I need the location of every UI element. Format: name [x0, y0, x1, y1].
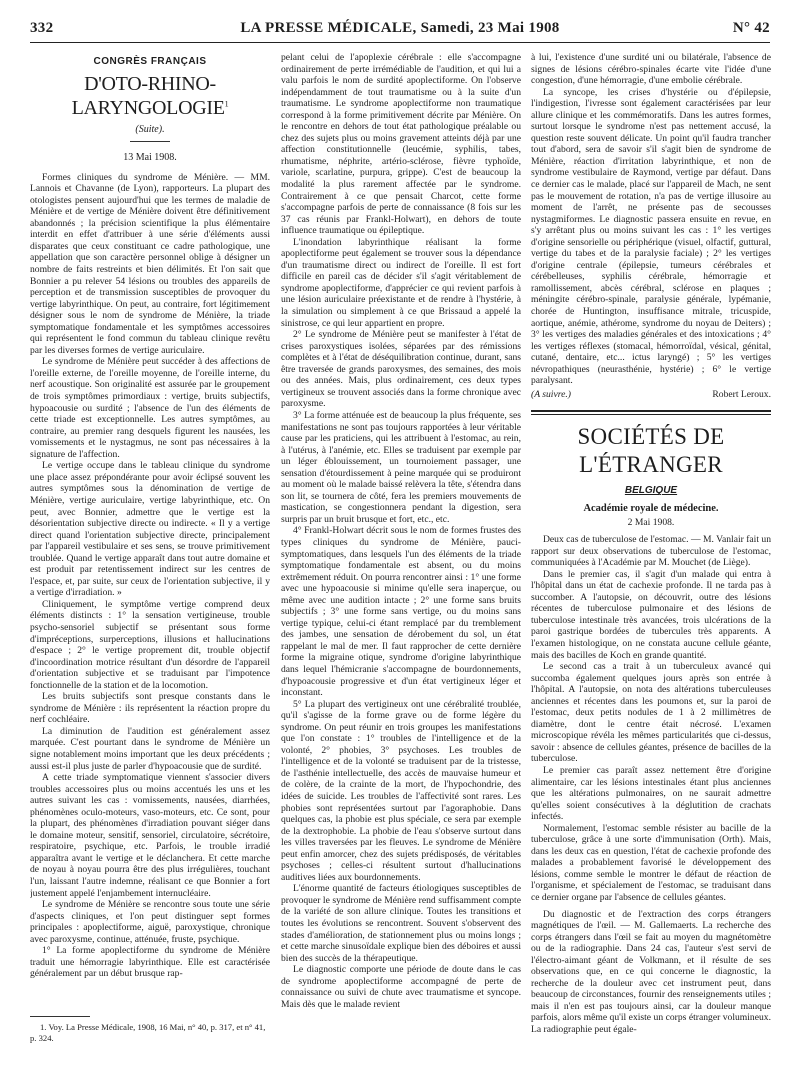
section-rule-thin	[531, 414, 771, 415]
congress-title-text: D'OTO-RHINO-LARYNGOLOGIE	[71, 72, 225, 119]
paragraph: Le syndrome de Ménière se rencontre sous toute une série d'aspects cliniques, et l'on peut distinguer sept formes principales : apoplectiforme, aiguë, paroxystique, chronique avec paroxysme, continue, atténuée, fruste, psychique.	[30, 899, 270, 945]
paragraph: 3° La forme atténuée est de beaucoup la plus fréquente, ses manifestations ne sont pas toujours rapportées à leur véritable cause par les praticiens, qui les attribuent à l'estomac, au rein, à l'utérus, à l'anémie, etc. Elles se traduisent par exemple par un léger éblouissement, un tournoiement passager, une sensation d'étourdissement à peine marquée qui se produiront au moment où le malade baissé relèvera la tête, s'étendra dans son lit, se tournera de côté, fera les premiers mouvements de mastication, se congestionnera pendant la digestion, sera surpris par un bruit brusque et fort, etc., etc.	[281, 409, 521, 525]
paragraph: Normalement, l'estomac semble résister au bacille de la tuberculose, grâce à une sorte d'immunisation (Orth). Mais, dans les deux cas en question, l'état de cachexie profonde des malades a probablement favorisé le développement des lésions, comme semble le montrer le défaut de réaction de l'organisme, et spécialement de l'estomac, se traduisant dans ce dernier organe par l'absence de cellules géantes.	[531, 822, 771, 903]
page-number: 332	[30, 20, 54, 36]
country-heading: BELGIQUE	[624, 485, 678, 497]
paragraph: 4° Frankl-Holwart décrit sous le nom de formes frustes des types cliniques du syndrome de Ménière, pauci-symptomatiques, dans lesquels l'un des éléments de la triade symptomatique fondamentale est absent, ou du moins extrêmement réduit. On pourra rencontrer ainsi : 1° une forme avec une hypoacousie si minime qu'elle sera inaperçue, ou même avec une audition intacte ; 2° une forme sans bruits subjectifs ; 3° une forme sans vertige, ou du moins sans vertige typique, celui-ci étant remplacé par du tremblement des jambes, une sensation de dérobement du sol, un état rappelant le mal de mer. Il faut rapprocher de cette dernière forme la migraine otique, syndrome d'origine labyrinthique dans lequel l'hémicranie s'accompagne de bourdonnements, d'hypoacousie progressive et d'un état vertigineux léger et inconstant.	[281, 525, 521, 699]
footnote-marker: 1	[224, 98, 229, 108]
paragraph: Le premier cas paraît assez nettement être d'origine alimentaire, car les lésions intestinales étant plus anciennes que les altérations pulmonaires, on ne saurait admettre qu'elles soient consécutives à la déglutition de crachats infectés.	[531, 764, 771, 823]
section-rule-heavy	[531, 410, 771, 412]
paragraph: La diminution de l'audition est généralement assez marquée. C'est pourtant dans le syndrome de Ménière un signe notablement moins important que les deux précédents ; aussi est-il plus juste de parler d'hypoacousie que de surdité.	[30, 725, 270, 772]
congress-label: CONGRÈS FRANÇAIS	[93, 56, 207, 67]
paragraph: 1° La forme apoplectiforme du syndrome de Ménière traduit une hémorragie labyrinthique. Elle est caractérisée généralement par un début brusque rap-	[30, 945, 270, 980]
column-1	[30, 52, 270, 1070]
academy-heading: Académie royale de médecine.	[583, 502, 719, 514]
header-rule	[30, 42, 770, 43]
paragraph: pelant celui de l'apoplexie cérébrale : elle s'accompagne ordinairement de perte irrémédiable de l'audition, et qui lui a valu parfois le nom de surdité apoplectiforme. On l'observe indépendamment de tout traumatisme ou à la suite d'un traumatisme. Le syndrome apoplectiforme non traumatique correspond à la forme primitivement décrite par Ménière. On le rencontre en dehors de tout état pathologique préalable ou chez des sujets plus ou moins gravement atteints déjà par une affection constitutionnelle (leucémie, syphilis, tabes, rhumatisme, néphrite, artério-sclérose, fièvre typhoïde, variole, scarlatine, purpura, grippe). C'est de beaucoup la modalité la plus rarement affectée par le syndrome. Contrairement à ce que pensait Charcot, cette forme s'accompagne parfois de perte de connaissance (8 fois sur les 37 cas réunis par Frankl-Holwart), en dehors de toute influence traumatique ou épileptique.	[281, 52, 521, 237]
footnote-rule	[30, 1016, 90, 1017]
paragraph: Le diagnostic comporte une période de doute dans le cas de syndrome apoplectiforme accompagné de perte de connaissance ou suivi de chute avec traumatisme et syncope. Mais dès que le malade revient	[281, 964, 521, 1010]
paragraph: Deux cas de tuberculose de l'estomac. — M. Vanlair fait un rapport sur deux observations de tuberculose de l'estomac, communiquées à l'Académie par M. Mouchet (de Liège).	[531, 534, 771, 569]
paragraph: à lui, l'existence d'une surdité uni ou bilatérale, l'absence de signes de lésions cérébro-spinales écarte vite l'idée d'une congestion, d'une hémorragie, d'une embolie cérébrale.	[531, 52, 771, 87]
paragraph: 5° La plupart des vertigineux ont une cérébralité troublée, qu'il s'agisse de la forme grave ou de forme légère du syndrome. On peut réunir en trois groupes les manifestations que l'on constate : 1° troubles de l'intelligence et de la volonté, 2° phobies, 3° psychoses. Les troubles de l'intelligence et de la volonté se traduisent par de la tristesse, de l'asthénie intellectuelle, des accès de mauvaise humeur et de colère, de la crainte de la mort, de l'hypochondrie, des idées de suicide. Les troubles de l'affectivité sont rares. Les phobies sont représentées surtout par l'agoraphobie. Dans quelques cas, la phobie est plus spéciale, ce sera par exemple de la dextrophobie. La phobie de l'eau s'observe surtout dans les villes traversées par les fleuves. Le syndrome de Ménière peut enfin amorcer, chez des sujets prédisposés, de véritables psychoses ; celles-ci résultent surtout d'hallucinations auditives liées aux bourdonnements.	[281, 698, 521, 883]
column-3	[531, 52, 771, 1070]
paragraph: 2° Le syndrome de Ménière peut se manifester à l'état de crises paroxystiques isolées, séparées par des rémissions complètes et à l'état de déséquilibration continue, durant, sans être traversée de grands paroxysmes, des semaines, des mois ou des années. Mais, plus ordinairement, ces deux types vertigineux se trouvent associés dans la forme chronique avec paroxysme.	[281, 329, 521, 410]
short-rule	[130, 141, 170, 142]
column-2	[281, 52, 521, 1070]
signature-line	[531, 389, 771, 401]
page-header	[30, 18, 770, 44]
journal-title: LA PRESSE MÉDICALE, Samedi, 23 Mai 1908	[240, 20, 560, 36]
paragraph: A cette triade symptomatique viennent s'associer divers troubles accessoires plus ou moins accentués les uns et les autres suivant les cas : vomissements, nausées, diarrhées, phénomènes oculo-moteurs, vaso-moteurs, etc. Ce sont, pour la plupart, des phénomènes d'irradiation pouvant siéger dans le domaine moteur, sensitif, sensoriel, circulatoire, sécrétoire, respiratoire, psychique, etc. Parfois, le trouble irradié apparaîtra avant le vertige et le déclanchera. Et cette marche de noyau à noyau pourra être des plus irrégulières, touchant l'un, laissant l'autre indemne, réalisant ce que Bonnier a fort justement appelé l'enjambement internucléaire.	[30, 772, 270, 899]
paragraph: Formes cliniques du syndrome de Ménière. — MM. Lannois et Chavanne (de Lyon), rapporteurs. La plupart des otologistes pensent aujourd'hui que les termes de maladie de Ménière et de vertige de Ménière doivent être définitivement abandonnés ; la précision scientifique la plus élémentaire interdit en effet d'attribuer à une série d'éléments aussi disparates que ceux constituant ce cadre pathologique, une appellation que son caractère personnel oblige à désigner un nombre de faits restreints et bien délimités. Et l'on sait que Bonnier a pu relever 54 lésions ou troubles des appareils de perception et de transmission susceptibles de provoquer du vertige labyrinthique. On peut, au contraire, fort légitimement désigner sous le nom de syndrome de Ménière, la triade symptomatique fondamentale et les symptômes accessoires qui représentent le fond commun du tableau clinique revêtu par les diverses formes de vertige auriculaire.	[30, 171, 270, 356]
suite-label: (Suite).	[135, 123, 165, 135]
congress-title	[30, 72, 270, 120]
paragraph: Les bruits subjectifs sont presque constants dans le syndrome de Ménière : ils représentent la réaction propre du nerf cochléaire.	[30, 691, 270, 726]
author-signature: Robert Leroux.	[712, 388, 771, 400]
paragraph: Le second cas a trait à un tuberculeux avancé qui succomba également quelques jours après son entrée à l'hôpital. A l'autopsie, on nota des altérations tuberculeuses anciennes et récentes dans les poumons et, sur la paroi de l'estomac, deux petits nodules de 1 à 2 millimètres de diamètre, dont le centre était nécrosé. L'examen microscopique révéla les mêmes particularités que ci-dessus, savoir : absence de cellules géantes, présence de bacilles de la tuberculose.	[531, 661, 771, 765]
paragraph: Du diagnostic et de l'extraction des corps étrangers magnétiques de l'œil. — M. Gallemaerts. La recherche des corps étrangers dans l'œil se fait au moyen du magnétomètre ou de la radiographie. Dans 24 cas, l'auteur s'est servi de l'électro-aimant géant de Volkmann, et il résulte de ses observations que, en ce qui concerne le diagnostic, la recherche de la douleur avec cet instrument peut, dans beaucoup de circonstances, fournir des renseignements utiles ; mais il n'en est pas toujours ainsi, car la douleur manque parfois, alors même qu'il existe un corps étranger volumineux. La radiographie peut égale-	[531, 908, 771, 1036]
paragraph: Le vertige occupe dans le tableau clinique du syndrome une place assez prépondérante pour avoir éclipsé souvent les autres symptômes sous la dénomination de vertige de Ménière, vertige auriculaire, vertige labyrinthique, etc. On peut, avec Bonnier, admettre que le vertige est la désorientation subjective directe ou indirecte. « Il y a vertige direct quand l'orientation subjective directe, principalement par l'appareil vestibulaire et ses sens, se trouve primitivement troublée. Quand le vertige apparaît dans tout autre domaine et est produit par retentissement indirect sur les centres de l'espace, et, par suite, sur ceux de l'orientation subjective, il y a vertige d'irradiation. »	[30, 460, 270, 599]
paragraph: Dans le premier cas, il s'agit d'un malade qui entra à l'hôpital dans un état de cachexie profonde. Il ne tarda pas à succomber. A l'autopsie, on découvrit, outre des lésions récentes de tuberculose pulmonaire et des lésions de tuberculose intestinale très avancées, trois ulcérations de la paroi gastrique bordées de tubercules très apparents. A l'examen histologique, on ne constata aucune cellule géante, mais des bacilles de Koch en grande quantité.	[531, 568, 771, 661]
paragraph: L'inondation labyrinthique réalisant la forme apoplectiforme peut également se trouver sous la dépendance d'un traumatisme direct ou indirect de l'oreille. Il est fort difficile en pareil cas de décider s'il s'agit véritablement de syndrome apoplectiforme, d'apprécier ce qui revient parfois à une lésion auriculaire préexistante et de rendre à l'hystérie, à la simulation ou simplement à ce que Brissaud a appelé la sinistrose, ce qui leur appartient en propre.	[281, 236, 521, 329]
a-suivre: (A suivre.)	[531, 388, 571, 400]
section-title: SOCIÉTÉS DE L'ÉTRANGER	[577, 424, 725, 478]
session-date: 13 Mai 1908.	[123, 152, 177, 164]
paragraph: L'énorme quantité de facteurs étiologiques susceptibles de provoquer le syndrome de Ménière rend suffisamment compte de la variété de son allure clinique. Toutes les transitions et toutes les évolutions se rencontrent. Souvent s'observent des stades d'amélioration, de stationnement plus ou moins longs ; et cette marche sinusoïdale explique bien des déboires et aussi bien des succès de la thérapeutique.	[281, 883, 521, 964]
paragraph: Le syndrome de Ménière peut succéder à des affections de l'oreille externe, de l'oreille moyenne, de l'oreille interne, du nerf acoustique. Son originalité est assurée par le groupement de trois symptômes primordiaux : vertige, bruits subjectifs, hypoacousie ou surdité ; l'absence de l'un des éléments de cette triade est exceptionnelle. Les autres symptômes, au contraire, au premier rang desquels figurent les nausées, les vomissements et le nystagmus, ne sont pas nécessaires à la signature de l'affection.	[30, 356, 270, 460]
issue-number: N° 42	[732, 20, 770, 36]
paragraph: La syncope, les crises d'hystérie ou d'épilepsie, l'indigestion, l'ivresse sont également caractérisées par leur allure clinique et les commémoratifs. Dans les autres formes, surtout lorsque le syndrome n'est pas nettement accusé, la question reste souvent délicate. Un point qu'il faudra trancher tout d'abord, sera de savoir s'il s'agit bien de syndrome de Ménière, réaction d'irritation labyrinthique, et non de syndrome vestibulaire de Raymond, vertige par défaut. Dans ce dernier cas le malade, placé sur l'appareil de Mach, ne sent pas le mouvement de rotation, n'a pas de vertige illusoire au moment de l'arrêt, ne présente pas de secousses nystagmiformes. Le diagnostic passera ensuite en revue, en s'y arrêtant plus ou moins suivant les cas : 1° les vertiges d'origine sensorielle ou périphérique (visuel, olfactif, guttural, vertige du tabes et de la paralysie faciale) ; 2° les vertiges d'origine centrale (épilepsie, tumeurs cérébrales et cérébelleuses, syphilis cérébrale, hémorragie et ramollissement, abcès cérébral, sclérose en plaques ; méningite cérébro-spinale, paralysie générale, lypémanie, chorée de Huntington, insuffisance mitrale, tricuspide, aortique, anémie, athérome, syndrome du noyau de Deiters) ; 3° les vertiges des maladies générales et des intoxications ; 4° les vertiges réflexes (stomacal, hémorroïdal, vésical, génital, cutané, dentaire, etc... ictus laryngé) ; 5° les vertiges névropathiques (neurasthénie, hystérie) ; 6° le vertige paralysant.	[531, 86, 771, 387]
paragraph: Cliniquement, le symptôme vertige comprend deux éléments distincts : 1° la sensation vertigineuse, trouble psycho-sensoriel subjectif se présentant sous forme d'impréceptions, surperceptions, illusions et hallucinations d'espace ; 2° le vertige proprement dit, trouble objectif d'incoordination motrice résultant d'un désordre de l'appareil d'orientation subjective et se traduisant par l'impotence fonctionnelle de la station et de la locomotion.	[30, 598, 270, 691]
academy-date: 2 Mai 1908.	[627, 516, 675, 528]
footnote: 1. Voy. La Presse Médicale, 1908, 16 Mai, n° 40, p. 317, et n° 41, p. 324.	[30, 1022, 266, 1043]
